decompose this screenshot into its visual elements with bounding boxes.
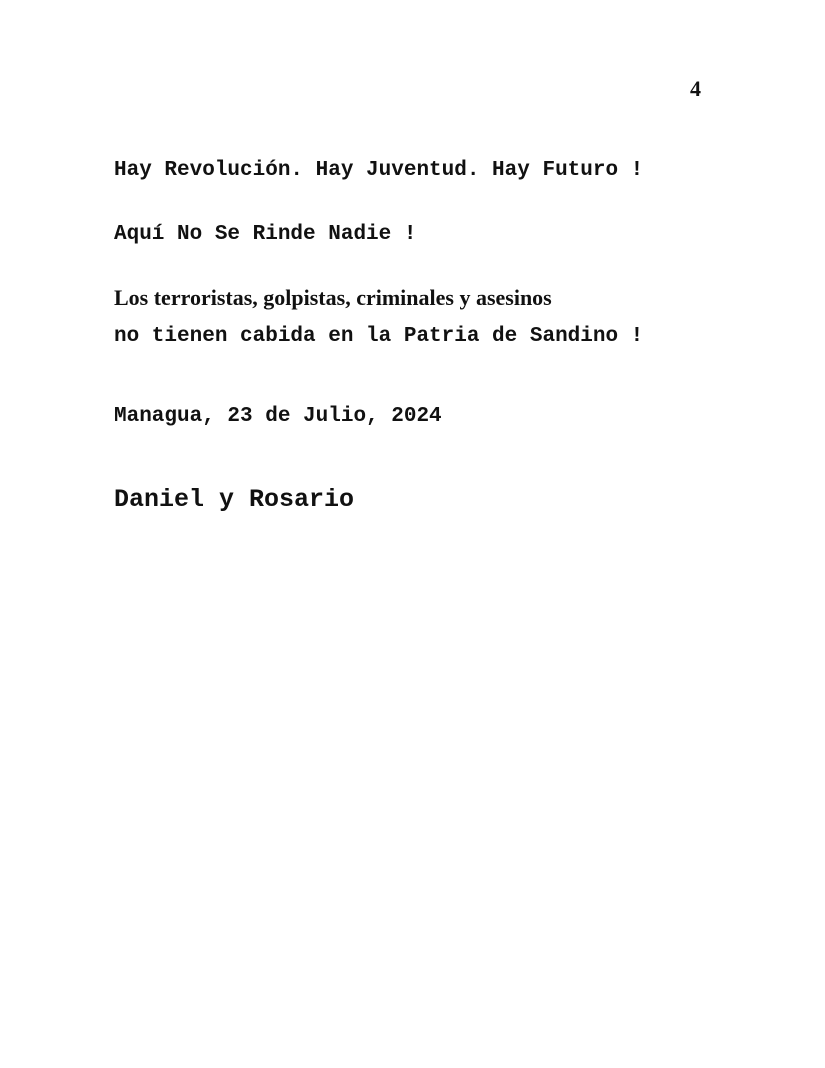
place-date: Managua, 23 de Julio, 2024 bbox=[114, 405, 442, 428]
slogan-revolution: Hay Revolución. Hay Juventud. Hay Futuro ! bbox=[114, 159, 644, 182]
statement-line-2: no tienen cabida en la Patria de Sandino ! bbox=[114, 325, 644, 348]
slogan-no-surrender: Aquí No Se Rinde Nadie ! bbox=[114, 223, 417, 246]
signature: Daniel y Rosario bbox=[114, 485, 355, 514]
statement-line-1: Los terroristas, golpistas, criminales y asesinos bbox=[114, 285, 552, 310]
page-number: 4 bbox=[690, 76, 701, 101]
